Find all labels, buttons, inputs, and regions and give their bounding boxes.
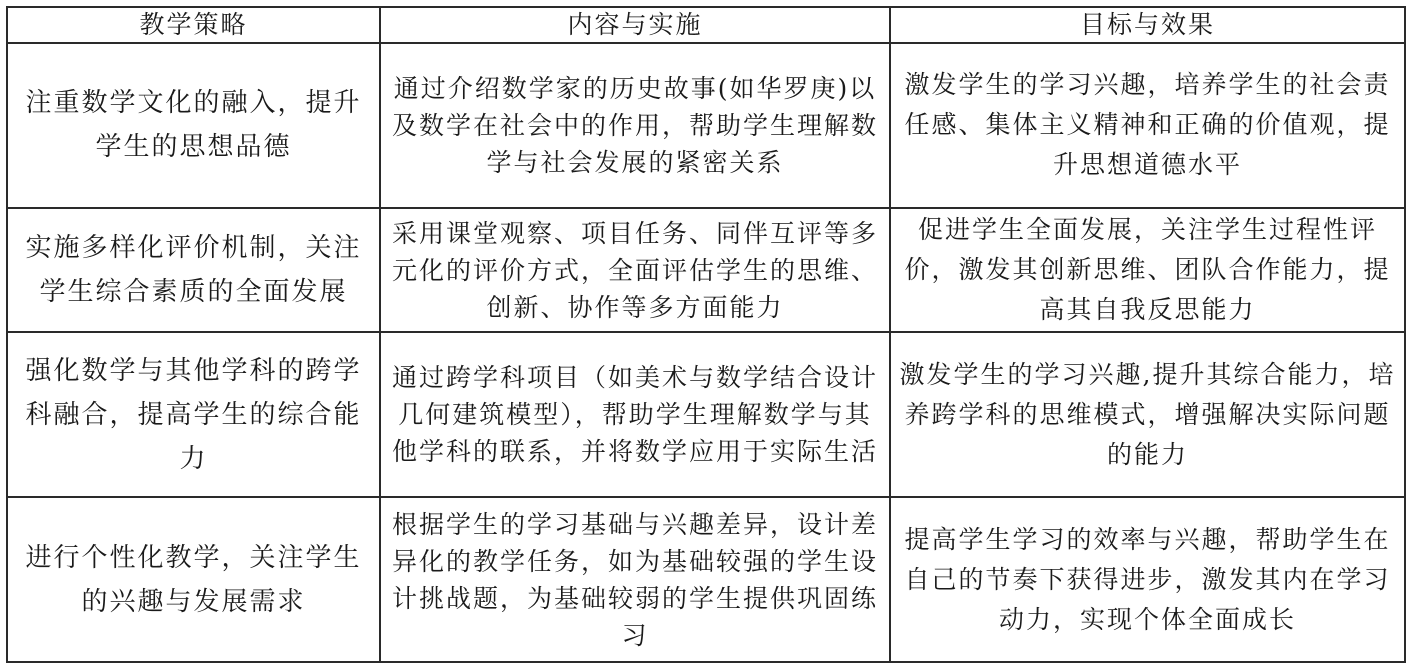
strategy-table-container xyxy=(6,6,1404,663)
content-cell: 采用课堂观察、项目任务、同伴互评等多元化的评价方式，全面评估学生的思维、创新、协作等多方面能力 xyxy=(380,208,890,332)
content-cell: 通过跨学科项目（如美术与数学结合设计几何建筑模型），帮助学生理解数学与其他学科的联系，并将数学应用于实际生活 xyxy=(380,332,890,497)
strategy-table xyxy=(6,6,1406,663)
effect-cell: 激发学生的学习兴趣,提升其综合能力，培养跨学科的思维模式，增强解决实际问题的能力 xyxy=(890,332,1405,497)
strategy-cell: 强化数学与其他学科的跨学科融合，提高学生的综合能力 xyxy=(7,332,380,497)
effect-cell: 激发学生的学习兴趣，培养学生的社会责任感、集体主义精神和正确的价值观，提升思想道德水平 xyxy=(890,43,1405,208)
effect-cell: 提高学生学习的效率与兴趣，帮助学生在自己的节奏下获得进步，激发其内在学习动力，实现个体全面成长 xyxy=(890,497,1405,662)
header-effect: 目标与效果 xyxy=(890,7,1405,43)
table-row xyxy=(7,497,1405,662)
strategy-cell: 进行个性化教学，关注学生的兴趣与发展需求 xyxy=(7,497,380,662)
table-row xyxy=(7,208,1405,332)
table-row xyxy=(7,332,1405,497)
content-cell: 根据学生的学习基础与兴趣差异，设计差异化的教学任务，如为基础较强的学生设计挑战题，为基础较弱的学生提供巩固练习 xyxy=(380,497,890,662)
effect-cell: 促进学生全面发展，关注学生过程性评价，激发其创新思维、团队合作能力，提高其自我反思能力 xyxy=(890,208,1405,332)
header-content: 内容与实施 xyxy=(380,7,890,43)
header-row xyxy=(7,7,1405,43)
header-strategy: 教学策略 xyxy=(7,7,380,43)
table-row xyxy=(7,43,1405,208)
strategy-cell: 注重数学文化的融入，提升学生的思想品德 xyxy=(7,43,380,208)
content-cell: 通过介绍数学家的历史故事(如华罗庚)以及数学在社会中的作用，帮助学生理解数学与社会发展的紧密关系 xyxy=(380,43,890,208)
strategy-cell: 实施多样化评价机制，关注学生综合素质的全面发展 xyxy=(7,208,380,332)
